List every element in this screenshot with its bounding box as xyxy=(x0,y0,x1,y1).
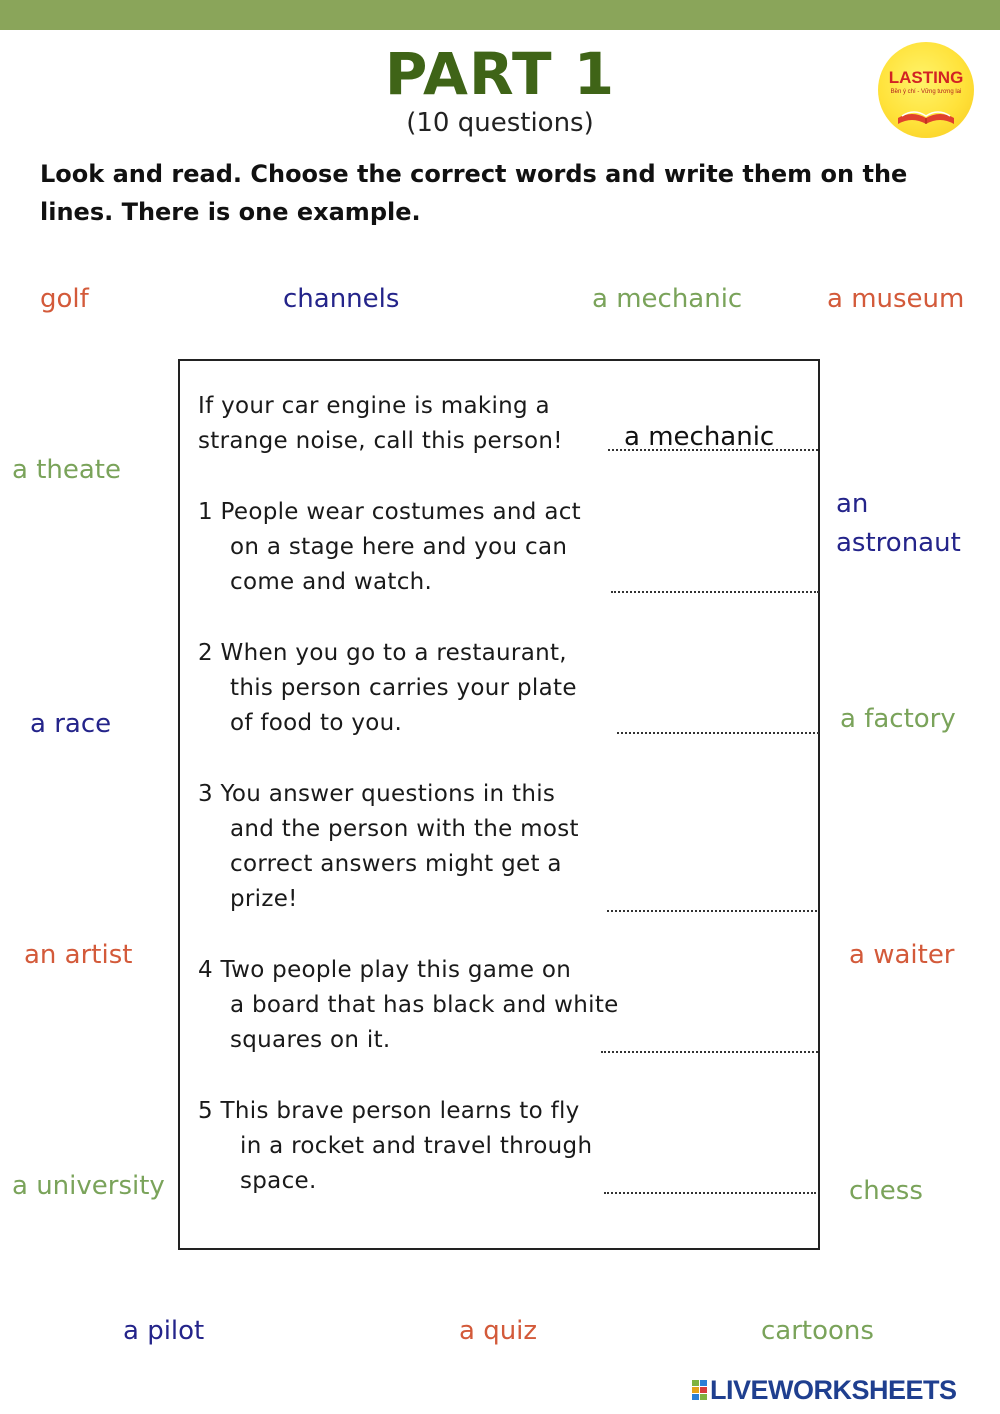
answer-4-line[interactable] xyxy=(601,1051,818,1053)
top-bar xyxy=(0,0,1000,30)
answer-2-line[interactable] xyxy=(617,732,819,734)
question-1-line: come and watch. xyxy=(230,569,433,595)
question-4-line: squares on it. xyxy=(230,1027,391,1053)
word-a-university[interactable]: a university xyxy=(12,1171,165,1201)
liveworksheets-brand xyxy=(692,1374,957,1406)
page-subtitle: (10 questions) xyxy=(406,108,594,138)
word-a-factory[interactable]: a factory xyxy=(840,704,956,734)
word-a-quiz[interactable]: a quiz xyxy=(459,1316,538,1346)
question-4-line: 4 Two people play this game on xyxy=(198,957,572,983)
page-title: PART 1 xyxy=(384,40,616,108)
instructions: Look and read. Choose the correct words and write them on the lines. There is one example. xyxy=(40,160,908,226)
word-a-museum[interactable]: a museum xyxy=(827,284,965,314)
question-1-line: on a stage here and you can xyxy=(230,534,568,560)
question-5-line: space. xyxy=(240,1168,317,1194)
logo-text: LASTING xyxy=(888,68,964,87)
word-golf[interactable]: golf xyxy=(40,284,89,314)
example-line: strange noise, call this person! xyxy=(198,428,563,454)
word-chess[interactable]: chess xyxy=(849,1176,923,1206)
word-an-artist[interactable]: an artist xyxy=(24,940,133,970)
question-1-line: 1 People wear costumes and act xyxy=(198,499,581,525)
word-a-waiter[interactable]: a waiter xyxy=(849,940,955,970)
question-4-line: a board that has black and white xyxy=(230,992,619,1018)
question-3-line: correct answers might get a xyxy=(230,851,562,877)
example-answer-line xyxy=(608,449,818,451)
question-3-line: and the person with the most xyxy=(230,816,579,842)
question-3-line: prize! xyxy=(230,886,298,912)
word-channels[interactable]: channels xyxy=(283,284,400,314)
word-a-race[interactable]: a race xyxy=(30,709,112,739)
question-2-line: 2 When you go to a restaurant, xyxy=(198,640,567,666)
answer-3-line[interactable] xyxy=(607,910,817,912)
word-an[interactable]: an xyxy=(836,489,869,519)
word-astronaut[interactable]: astronaut xyxy=(836,528,961,558)
question-3-line: 3 You answer questions in this xyxy=(198,781,556,807)
footer-brand-text: LIVEWORKSHEETS xyxy=(710,1374,957,1405)
word-cartoons[interactable]: cartoons xyxy=(761,1316,874,1346)
example-answer: a mechanic xyxy=(624,422,775,452)
question-5-line: 5 This brave person learns to fly xyxy=(198,1098,580,1124)
word-a-theate[interactable]: a theate xyxy=(12,455,121,485)
word-a-pilot[interactable]: a pilot xyxy=(123,1316,205,1346)
question-5-line: in a rocket and travel through xyxy=(240,1133,593,1159)
logo-subtext: Bền ý chí - Vững tương lai xyxy=(890,89,962,95)
example-line: If your car engine is making a xyxy=(198,393,550,419)
book-icon xyxy=(896,104,956,126)
lasting-logo xyxy=(878,42,974,138)
word-a-mechanic[interactable]: a mechanic xyxy=(592,284,743,314)
question-2-line: this person carries your plate xyxy=(230,675,577,701)
question-2-line: of food to you. xyxy=(230,710,403,736)
answer-5-line[interactable] xyxy=(604,1192,816,1194)
liveworksheets-icon xyxy=(692,1378,708,1402)
answer-1-line[interactable] xyxy=(611,591,819,593)
